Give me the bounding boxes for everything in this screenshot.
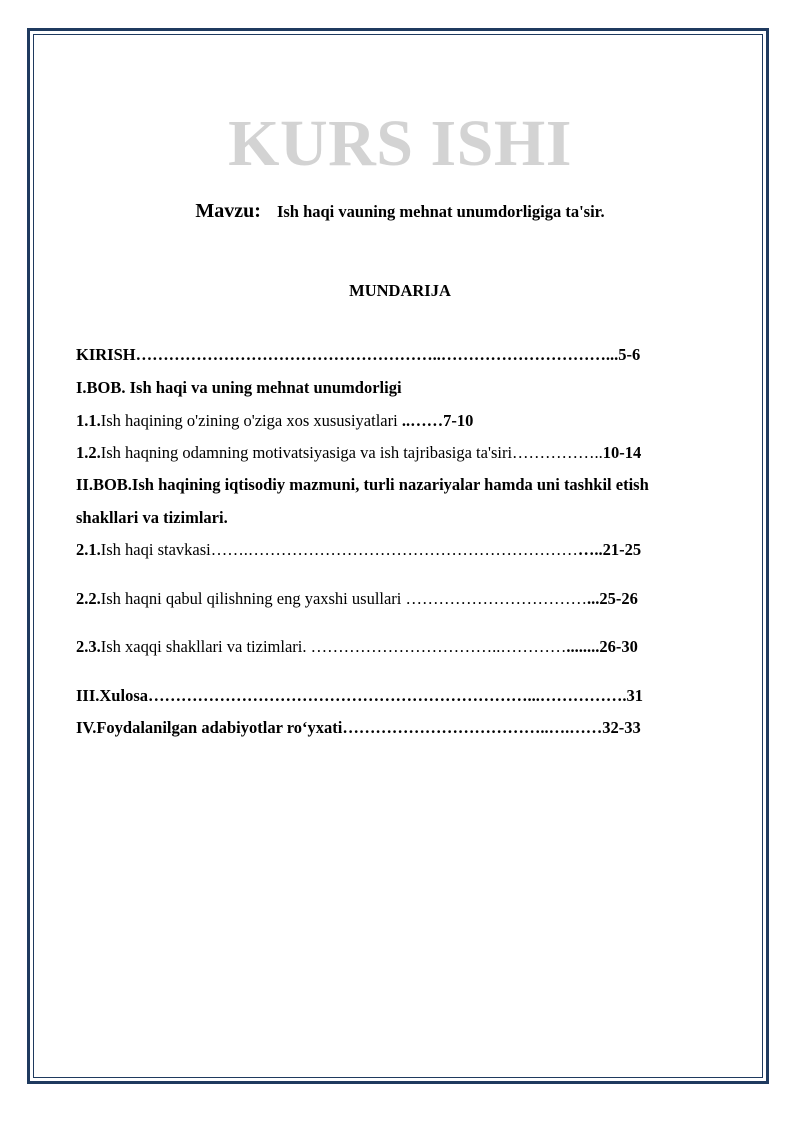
toc-entry-pages: .5-6 bbox=[614, 345, 641, 364]
toc-entry-text: III.Xulosa……………………………………………………………...……………. bbox=[76, 686, 627, 705]
toc-entry-pages: 32-33 bbox=[602, 718, 641, 737]
toc-entry-number: 2.3. bbox=[76, 637, 101, 656]
toc-entry-bob2-line1: II.BOB.Ish haqining iqtisodiy mazmuni, turli nazariyalar hamda uni tashkil etish bbox=[76, 475, 649, 494]
toc-entry-pages: 10-14 bbox=[602, 443, 642, 462]
toc-entry-pages: ..……7-10 bbox=[401, 411, 474, 430]
toc-entry-number: 1.1. bbox=[76, 411, 101, 430]
toc-entry-1-1 bbox=[76, 410, 473, 432]
toc-entry-bob1: I.BOB. Ish haqi va uning mehnat unumdorligi bbox=[76, 378, 402, 397]
toc-entry-text: IV.Foydalanilgan adabiyotlar ro‘yxati………………………………..….…… bbox=[76, 718, 603, 737]
topic-label: Mavzu: bbox=[195, 200, 261, 222]
topic-line bbox=[0, 198, 800, 226]
toc-entry-pages: …..21-25 bbox=[577, 540, 642, 559]
toc-entry-number: 2.1. bbox=[76, 540, 101, 559]
toc-entry-bob2-line2: shakllari va tizimlari. bbox=[76, 508, 228, 527]
toc-entry-xulosa bbox=[76, 685, 643, 707]
toc-entry-2-2 bbox=[76, 588, 638, 610]
toc-entry-2-3 bbox=[76, 636, 638, 658]
toc-entry-pages: ........26-30 bbox=[566, 637, 638, 656]
toc-entry-text: Ish haqni qabul qilishning eng yaxshi usullari …………………………… bbox=[100, 589, 588, 608]
toc-entry-text: KIRISH………………………………………………..………………………….. bbox=[76, 345, 615, 364]
toc-entry-text: Ish haqi stavkasi…….…………………………………………………… bbox=[100, 540, 578, 559]
toc-entry-foydalanilgan bbox=[76, 717, 641, 739]
toc-entry-kirish bbox=[76, 344, 640, 366]
toc-heading: MUNDARIJA bbox=[349, 281, 451, 300]
toc-entry-text: Ish haqning odamning motivatsiyasiga va ish tajribasiga ta'siri…………….. bbox=[100, 443, 603, 462]
toc-entry-text: Ish xaqqi shakllari va tizimlari. ……………………………..………… bbox=[100, 637, 567, 656]
toc-entry-pages: ...25-26 bbox=[587, 589, 638, 608]
toc-entry-pages: 31 bbox=[626, 686, 643, 705]
toc-entry-number: 1.2. bbox=[76, 443, 101, 462]
topic-text: Ish haqi vauning mehnat unumdorligiga ta'sir. bbox=[276, 202, 605, 221]
toc-entry-1-2 bbox=[76, 442, 641, 464]
toc-entry-text: Ish haqining o'zining o'ziga xos xususiyatlari bbox=[100, 411, 402, 430]
toc-entry-2-1 bbox=[76, 539, 641, 561]
document-title: KURS ISHI bbox=[228, 107, 572, 180]
toc-entry-number: 2.2. bbox=[76, 589, 101, 608]
